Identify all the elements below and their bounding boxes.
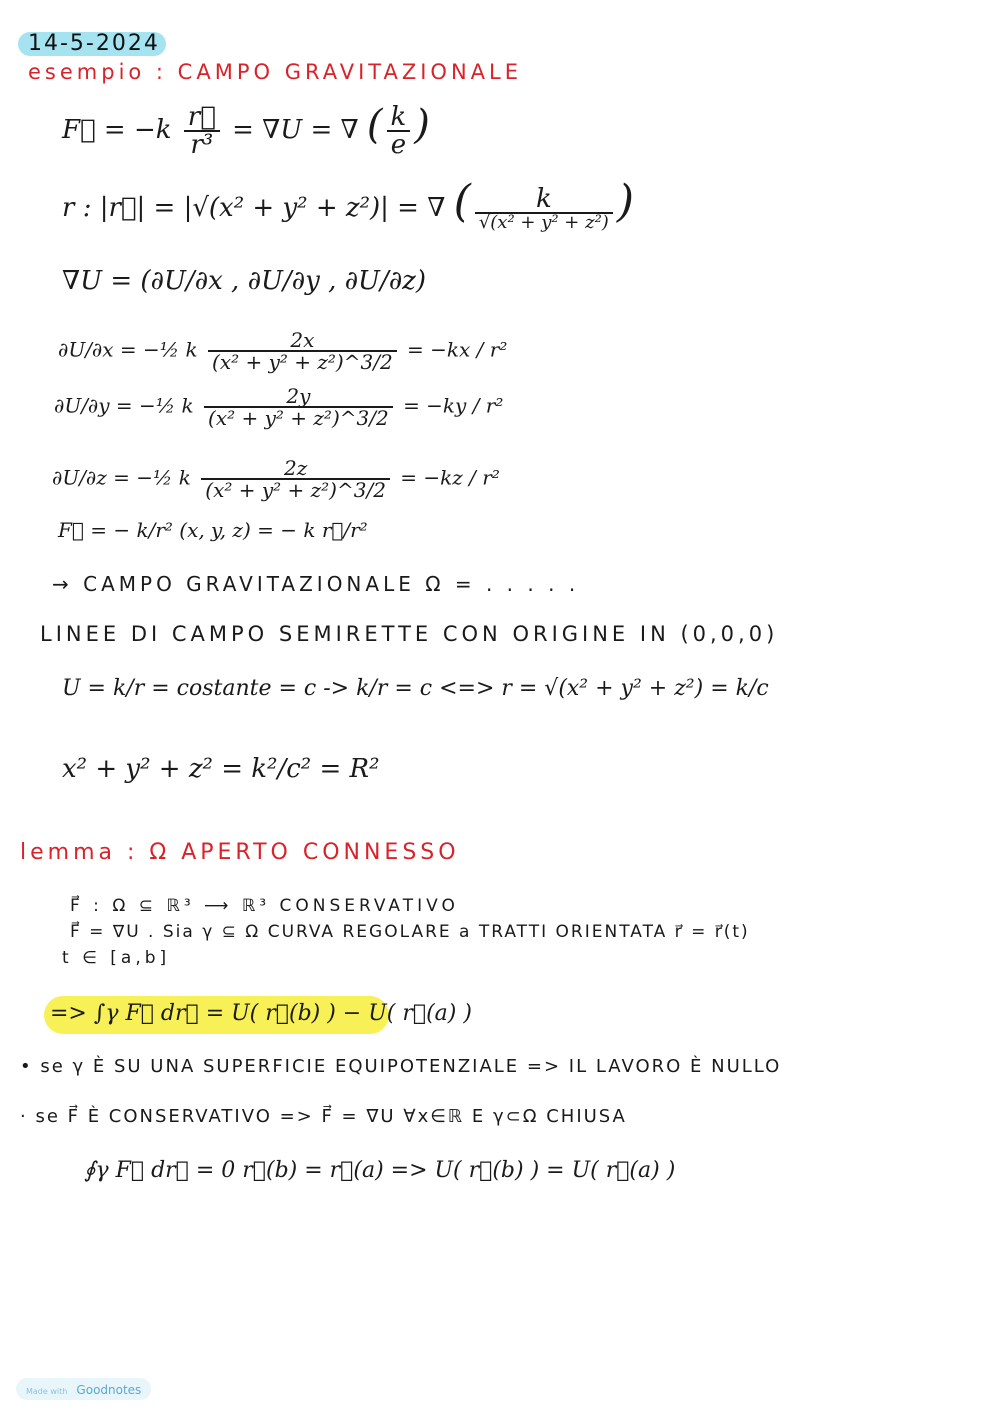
equation-equipotential: U = k/r = costante = c -> k/r = c <=> r = √(x² + y² + z²) = k/c: [62, 676, 769, 701]
eq1-fraction: [184, 104, 220, 158]
badge-made-with: Made with: [26, 1387, 68, 1396]
equation-r-modulus: r : |r⃗| = |√(x² + y² + z²)| = ∇ ( $\frac{k}{\text{√(x² + y² + z²)}}$ ): [62, 176, 635, 233]
eq6-fraction: [201, 458, 390, 500]
eq2-paren-fraction: [475, 186, 613, 232]
bullet-equipotential: • se γ È SU UNA SUPERFICIE EQUIPOTENZIALE => IL LAVORO È NULLO: [20, 1056, 782, 1077]
eq4-rhs: = −kx / r²: [407, 337, 508, 362]
eq5-rhs: = −ky / r²: [403, 393, 504, 418]
equation-sphere: x² + y² + z² = k²/c² = R²: [62, 754, 380, 784]
example-title: esempio : CAMPO GRAVITAZIONALE: [28, 60, 523, 84]
eq5-den: (x² + y² + z²)^3/2: [208, 406, 389, 430]
eq2-paren-num: k: [475, 186, 613, 214]
eq1-paren-fraction: [387, 104, 411, 158]
eq1-paren-num: k: [387, 104, 411, 132]
equation-force-result: F⃗ = − k/r² (x, y, z) = − k r⃗/r²: [58, 518, 368, 542]
bullet-conservative: · se F⃗ È CONSERVATIVO => F⃗ = ∇U ∀x∈ℝ E γ⊂Ω CHIUSA: [20, 1106, 627, 1127]
eq3-comp3: ∂U/∂z): [344, 266, 427, 296]
eq6-lhs: ∂U/∂z = −½ k: [52, 465, 191, 490]
lemma-line-1: F⃗ : Ω ⊆ ℝ³ ⟶ ℝ³ CONSERVATIVO: [70, 896, 459, 916]
eq5-lhs: ∂U/∂y = −½ k: [54, 393, 194, 418]
eq3-lhs: ∇U =: [62, 266, 133, 296]
equation-force: F⃗ = −k $\frac{r⃗}{\text{r³}}$ = ∇U = ∇ ( $\frac{k}{e}$ ): [62, 102, 430, 160]
eq2-lhs: r : |r⃗| = |√(x² + y² + z²)| = ∇: [62, 193, 446, 223]
eq3-comp1: (∂U/∂x ,: [140, 266, 240, 296]
eq6-num: 2z: [201, 458, 390, 480]
equation-du-dz: [52, 458, 500, 500]
goodnotes-badge[interactable]: [16, 1378, 151, 1400]
eq6-rhs: = −kz / r²: [400, 465, 500, 490]
eq5-fraction: [204, 386, 393, 428]
eq5-num: 2y: [204, 386, 393, 408]
eq3-comp2: ∂U/∂y ,: [247, 266, 337, 296]
date-label: 14-5-2024: [18, 32, 166, 56]
lemma-line-2: F⃗ = ∇U . Sia γ ⊆ Ω CURVA REGOLARE a TRATTI ORIENTATA r⃗ = r⃗(t): [70, 922, 750, 942]
eq4-den: (x² + y² + z²)^3/2: [212, 350, 393, 374]
note-gravitational-field: → CAMPO GRAVITAZIONALE Ω = . . . . .: [52, 572, 580, 596]
eq1-paren-den: e: [390, 130, 407, 160]
lemma-line-3: t ∈ [a,b]: [62, 948, 171, 968]
equation-du-dx: [58, 330, 507, 372]
equation-gradient: [62, 268, 426, 294]
highlighted-equation: => ∫γ F⃗ dr⃗ = U( r⃗(b) ) − U( r⃗(a) ): [50, 1001, 472, 1026]
lemma-title: lemma : Ω APERTO CONNESSO: [20, 840, 460, 865]
eq4-fraction: [208, 330, 397, 372]
field-lines-text: LINEE DI CAMPO SEMIRETTE CON ORIGINE IN (0,0,0): [40, 622, 779, 646]
eq2-paren-den: √(x² + y² + z²): [478, 212, 609, 233]
eq1-num: r⃗: [184, 104, 220, 132]
eq1-lhs: F⃗ = −k: [62, 115, 172, 145]
eq6-den: (x² + y² + z²)^3/2: [205, 478, 386, 502]
eq4-lhs: ∂U/∂x = −½ k: [58, 337, 198, 362]
badge-brand: Goodnotes: [76, 1383, 142, 1397]
eq1-den: r³: [190, 130, 214, 160]
equation-closed-curve: ∮γ F⃗ dr⃗ = 0 r⃗(b) = r⃗(a) => U( r⃗(b) ) = U( r⃗(a) ): [84, 1158, 676, 1183]
equation-du-dy: [54, 386, 503, 428]
eq1-mid: = ∇U = ∇: [232, 115, 359, 145]
eq4-num: 2x: [208, 330, 397, 352]
